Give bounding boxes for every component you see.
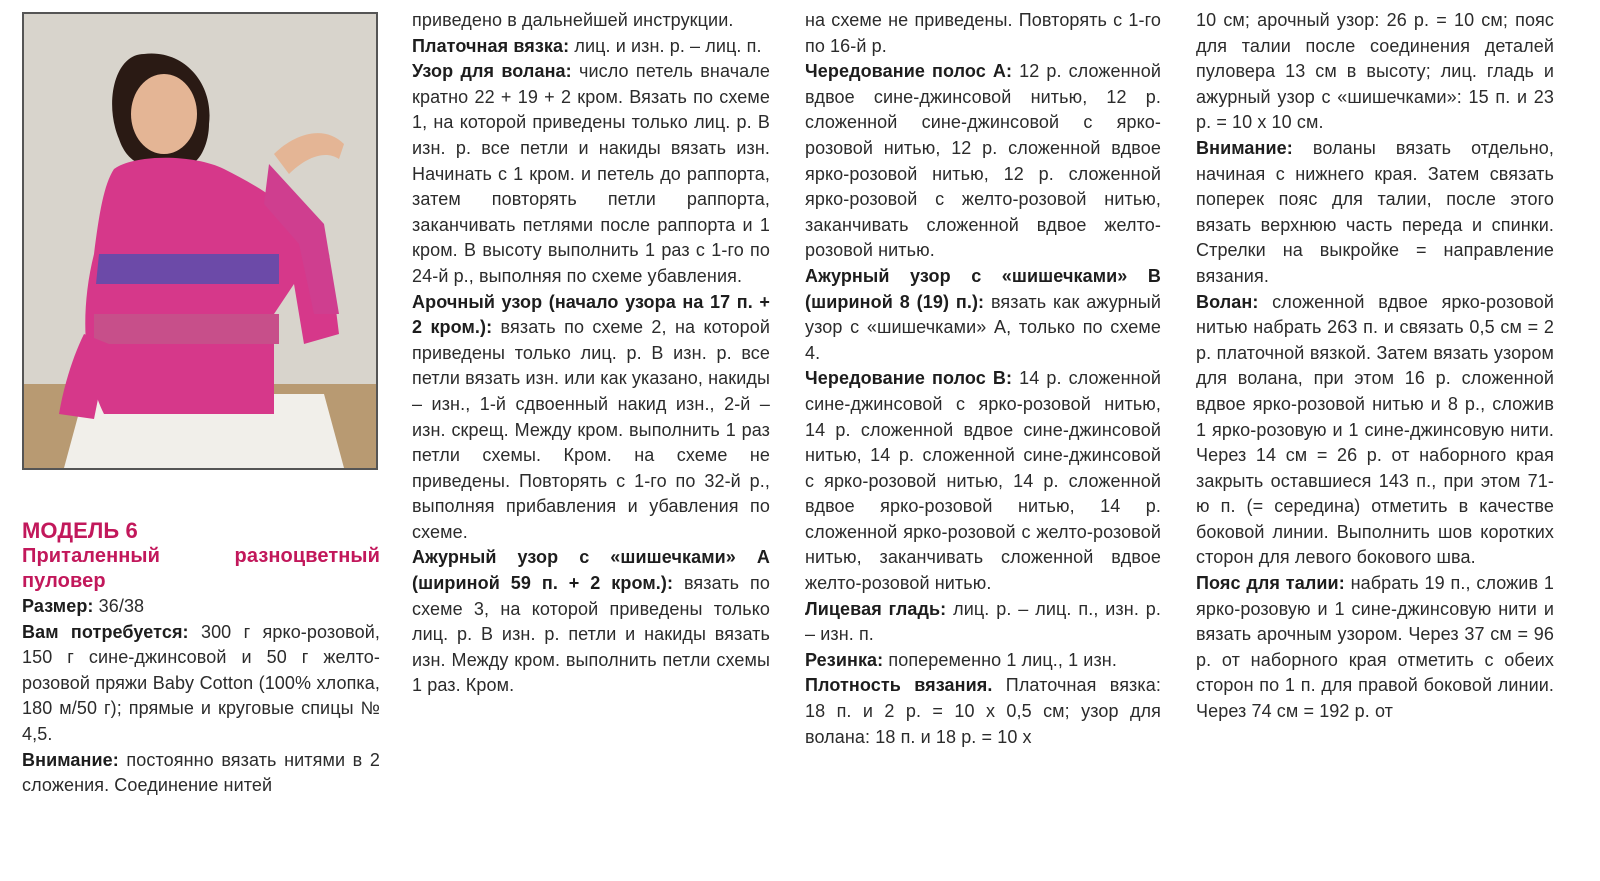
model-photo-illustration [24,14,376,468]
belt-label: Пояс для талии: [1196,573,1345,594]
arch-paragraph [412,290,770,546]
size-paragraph [22,594,380,620]
attention2-label: Внимание: [1196,137,1293,158]
attention-text: постоянно вязать нитями в 2 сложения. Соединение нитей [22,749,380,796]
attention2-text: воланы вязать отдельно, начиная с нижнего края. Затем связать поперек пояс для талии, после этого вязать верхнюю часть переда и спинки. Стрелки на выкройке = направление вязания. [1196,137,1554,286]
garter-paragraph [412,34,770,60]
stripes-a-paragraph [805,59,1161,264]
rib-paragraph [805,648,1161,674]
lace-a-text: вязать по схеме 3, на которой приведены только лиц. р. В изн. р. петли и накиды вязать изн. Между кром. выполнить петли схемы 1 раз. Кром. [412,573,770,696]
column-3 [805,8,1161,750]
gauge-label: Плотность вязания. [805,675,993,696]
volan-paragraph [1196,290,1554,572]
flounce-label: Узор для волана: [412,61,572,82]
materials-text: 300 г ярко-розовой, 150 г сине-джинсовой и 50 г желто-розовой пряжи Baby Cotton (100% хлопка, 180 м/50 г); прямые и круговые спицы № 4,5. [22,621,381,744]
model-number: МОДЕЛЬ 6 [22,518,138,543]
rib-label: Резинка: [805,649,884,670]
flounce-paragraph [412,59,770,289]
rib-text: попеременно 1 лиц., 1 изн. [883,649,1117,670]
arch-label: Арочный узор (начало узора на 17 п. + 2 кром.): [412,291,770,338]
stripes-b-paragraph [805,366,1161,596]
arch-text: вязать по схеме 2, на которой приведены только лиц. р. В изн. р. все петли вязать изн. или как указано, накиды – изн., 1-й сдвоенный накид изн., 2-й – изн. скрещ. Между кром. выполнить 1 раз петли схемы. Кром. на схеме не приведены. Повторять с 1-го по 32-й р., выполняя прибавления и убавления по схеме. [412,317,770,542]
flounce-text: число петель вначале кратно 22 + 19 + 2 кром. Вязать по схеме 1, на которой приведены только лиц. р. В изн. р. все петли и накиды вязать изн. Начинать с 1 кром. и петель до раппорта, затем повторять петли раппорта, заканчивать петлями после раппорта и 1 кром. В высоту выполнить 1 раз с 1-го по 24-й р., выполняя по схеме убавления. [412,61,770,286]
volan-text: сложенной вдвое ярко-розовой нитью набрать 263 п. и связать 0,5 см = 2 р. платочной вязкой. Затем вязать узором для волана, при этом 16 р. сложенной вдвое ярко-розовой нитью и 8 р., сложив 1 ярко-розовую и 1 сине-джинсовую нити. Через 14 см = 26 р. от наборного края закрыть оставшиеся 143 п., при этом 71-ю п. (= середина) отметить в качестве боковой линии. Выполнить шов коротких сторон для левого бокового шва. [1196,291,1554,568]
lace-a-paragraph [412,545,770,699]
stripes-a-label: Чередование полос А: [805,61,1013,82]
gauge-text: Платочная вязка: 18 п. и 2 р. = 10 х 0,5 см; узор для волана: 18 п. и 18 р. = 10 х [805,675,1161,747]
materials-label: Вам потребуется: [22,621,189,642]
stripes-b-label: Чередование полос В: [805,368,1013,389]
lace-b-label: Ажурный узор с «шишечками» В (шириной 8 (19) п.): [805,265,1161,312]
model-subtitle: Приталенный разноцветный пуловер [22,545,380,592]
stockinette-text: лиц. р. – лиц. п., изн. р. – изн. п. [805,598,1161,645]
lace-b-paragraph [805,264,1161,366]
size-value: 36/38 [93,596,145,616]
size-label: Размер: [22,596,94,616]
gauge-paragraph [805,673,1161,750]
attention2-paragraph [1196,136,1554,290]
col3-intro: на схеме не приведены. Повторять с 1-го по 16-й р. [805,10,1161,56]
lace-b-text: вязать как ажурный узор с «шишечками» А, только по схеме 4. [805,291,1161,363]
column-2 [412,8,770,699]
volan-label: Волан: [1196,291,1259,312]
stripes-a-text: 12 р. сложенной вдвое сине-джинсовой нитью, 12 р. сложенной сине-джинсовой с ярко-розовой нитью, 12 р. сложенной вдвое ярко-розовой нитью, 12 р. сложенной ярко-розовой с желто-розовой нитью, заканчивать сложенной вдвое желто-розовой нитью. [805,61,1161,261]
stripes-b-text: 14 р. сложенной сине-джинсовой с ярко-розовой нитью, 14 р. сложенной вдвое сине-джинсовой нитью, 14 р. сложенной сине-джинсовой с ярко-розовой нитью, 14 р. сложенной вдвое ярко-розовой нитью, 14 р. сложенной ярко-розовой с желто-розовой нитью, заканчивать сложенной вдвое желто-розовой нитью. [805,368,1161,594]
col4-intro: 10 см; арочный узор: 26 р. = 10 см; пояс для талии после соединения деталей пуловера 13 см в высоту; лиц. гладь и ажурный узор с «шишечками»: 15 п. и 23 р. = 10 х 10 см. [1196,10,1554,133]
garter-text: лиц. и изн. р. – лиц. п. [569,35,762,56]
col2-intro: приведено в дальнейшей инструкции. [412,10,734,30]
model-photo [22,12,378,470]
belt-text: набрать 19 п., сложив 1 ярко-розовую и 1 сине-джинсовую нити и вязать арочным узором. Через 37 см = 96 р. от наборного края отметить с обеих сторон по 1 п. для правой боковой линии. Через 74 см = 192 р. от [1196,573,1554,722]
lace-a-label: Ажурный узор с «шишечками» А (шириной 59 п. + 2 кром.): [412,547,770,594]
stockinette-paragraph [805,597,1161,648]
materials-paragraph [22,620,380,748]
column-1 [22,518,380,799]
attention-paragraph [22,748,380,799]
column-4 [1196,8,1554,725]
stockinette-label: Лицевая гладь: [805,598,947,619]
attention-label: Внимание: [22,749,119,770]
garter-label: Платочная вязка: [412,35,570,56]
belt-paragraph [1196,571,1554,725]
